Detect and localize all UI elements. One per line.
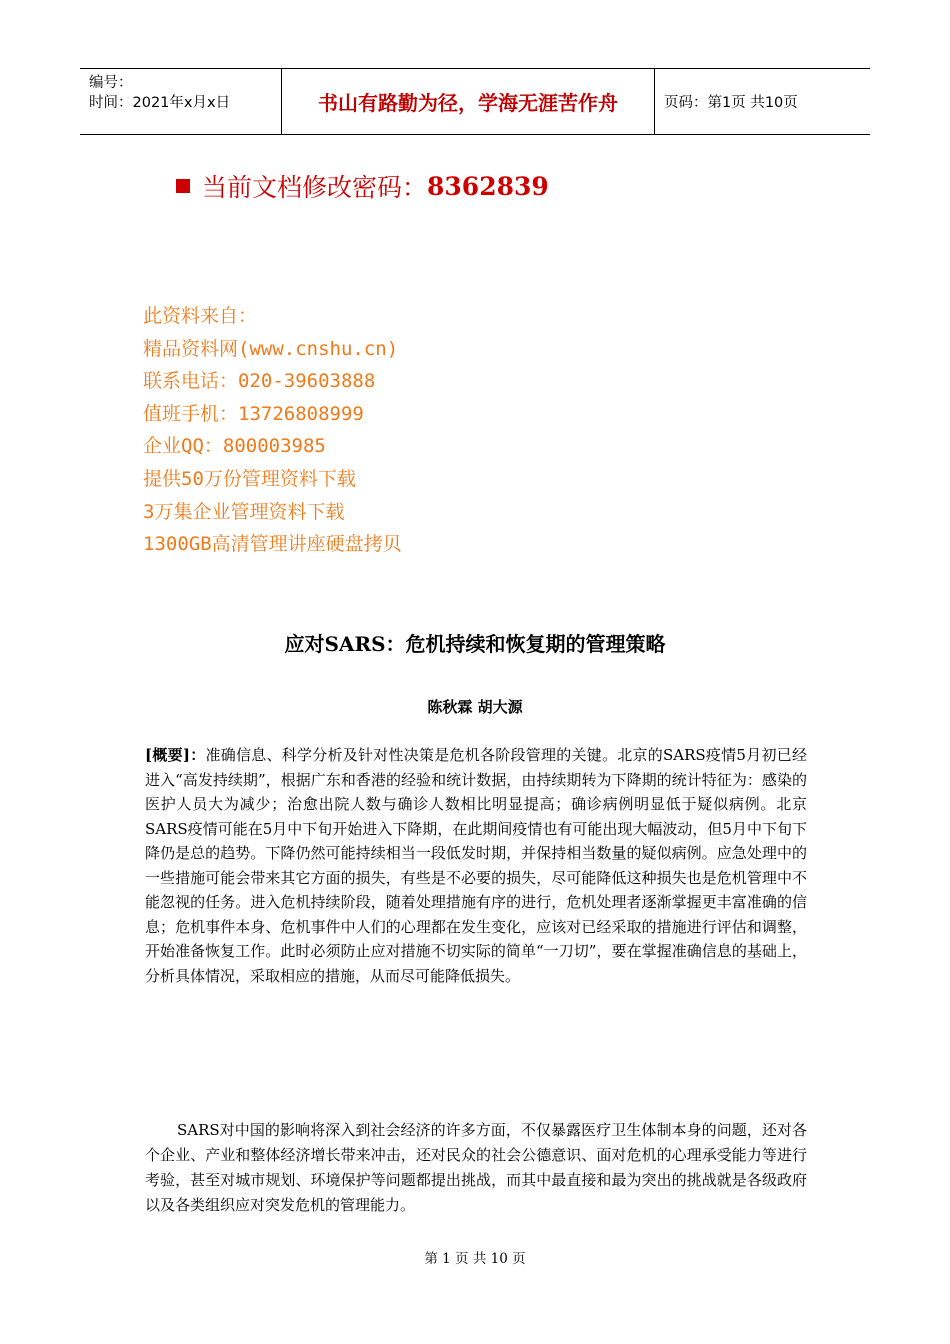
doc-time-label: 时间：2021年x月x日 xyxy=(89,95,231,111)
source-info xyxy=(143,300,643,561)
header-table xyxy=(80,68,870,135)
header-meta-cell xyxy=(80,69,282,134)
article-title: 应对SARS：危机持续和恢复期的管理策略 xyxy=(284,632,666,656)
red-square-icon xyxy=(176,179,190,193)
password-code: 8362839 xyxy=(427,171,549,201)
source-line: 提供50万份管理资料下载 xyxy=(143,467,356,490)
source-website: 精品资料网(www.cnshu.cn) xyxy=(143,337,399,360)
header-page-info: 页码：第1页 共10页 xyxy=(664,95,798,111)
password-line xyxy=(176,166,549,206)
source-phone: 联系电话：020-39603888 xyxy=(143,370,376,393)
article-authors: 陈秋霖 胡大源 xyxy=(427,698,523,716)
body-paragraph: SARS对中国的影响将深入到社会经济的许多方面，不仅暴露医疗卫生体制本身的问题，还对各个企业、产业和整体经济增长带来冲击，还对民众的社会公德意识、面对危机的心理承受能力等进行考验，甚至对城市规划、环境保护等问题都提出挑战，而其中最直接和最为突出的挑战就是各级政府以及各类组织应对突发危机的管理能力。 xyxy=(145,1121,807,1214)
article-abstract xyxy=(145,743,807,988)
source-mobile: 值班手机：13726808999 xyxy=(143,402,364,425)
source-line: 3万集企业管理资料下载 xyxy=(143,500,345,523)
source-line: 此资料来自： xyxy=(143,305,258,327)
source-line: 1300GB高清管理讲座硬盘拷贝 xyxy=(143,533,402,556)
doc-number-label: 编号： xyxy=(89,75,133,91)
header-motto: 书山有路勤为径，学海无涯苦作舟 xyxy=(282,69,655,134)
password-label: 当前文档修改密码： xyxy=(202,173,428,202)
abstract-text: 准确信息、科学分析及针对性决策是危机各阶段管理的关键。北京的SARS疫情5月初已经进入“高发持续期”，根据广东和香港的经验和统计数据，由持续期转为下降期的统计特征为：感染的医护人员大为减少；治愈出院人数与确诊人数相比明显提高；确诊病例明显低于疑似病例。北京SARS疫情可能在5月中下旬开始进入下降期，在此期间疫情也有可能出现大幅波动，但5月中下旬下降仍是总的趋势。下降仍然可能持续相当一段低发时期，并保持相当数量的疑似病例。应急处理中的一些措施可能会带来其它方面的损失，有些是不必要的损失，尽可能降低这种损失也是危机管理中不能忽视的任务。进入危机持续阶段，随着处理措施有序的进行，危机处理者逐渐掌握更丰富准确的信息；危机事件本身、危机事件中人们的心理都在发生变化，应该对已经采取的措施进行评估和调整，开始准备恢复工作。此时必须防止应对措施不切实际的简单“一刀切”，要在掌握准确信息的基础上，分析具体情况，采取相应的措施，从而尽可能降低损失。 xyxy=(145,746,807,985)
source-qq: 企业QQ：800003985 xyxy=(143,435,326,458)
abstract-tag: [概要]： xyxy=(145,746,206,764)
page-footer: 第 1 页 共 10 页 xyxy=(424,1251,526,1267)
